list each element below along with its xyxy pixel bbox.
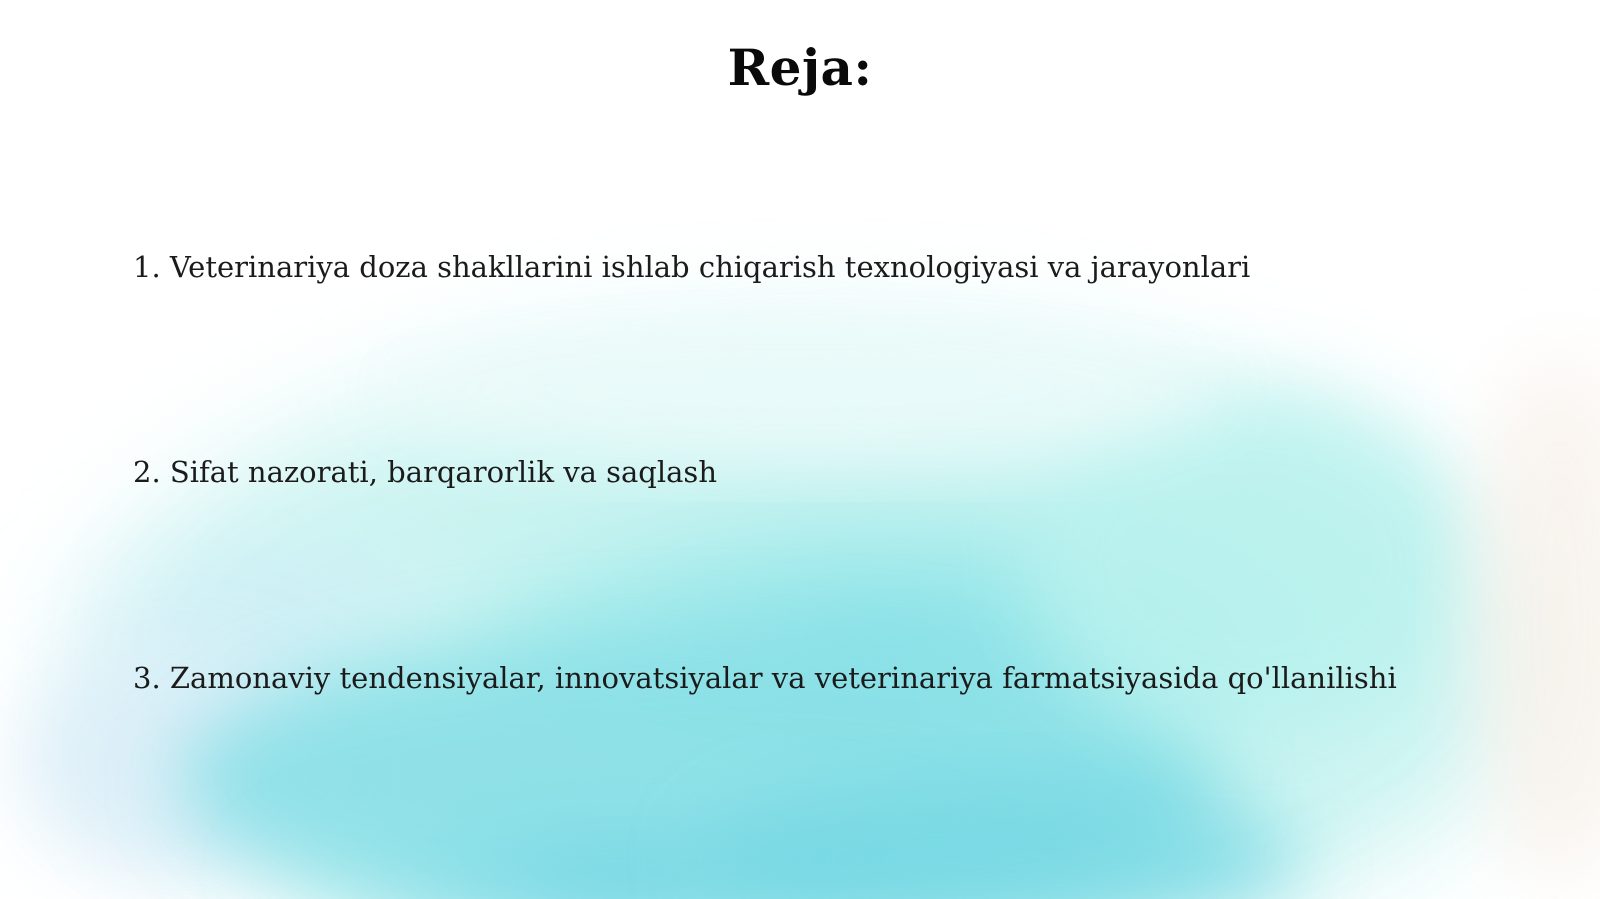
plan-item-2: 2. Sifat nazorati, barqarorlik va saqlash (133, 455, 717, 489)
plan-item-3: 3. Zamonaviy tendensiyalar, innovatsiyalar va veterinariya farmatsiyasida qo'llanilishi (133, 661, 1397, 695)
plan-item-1: 1. Veterinariya doza shakllarini ishlab chiqarish texnologiyasi va jarayonlari (133, 250, 1251, 284)
slide-title: Reja: (727, 38, 873, 97)
